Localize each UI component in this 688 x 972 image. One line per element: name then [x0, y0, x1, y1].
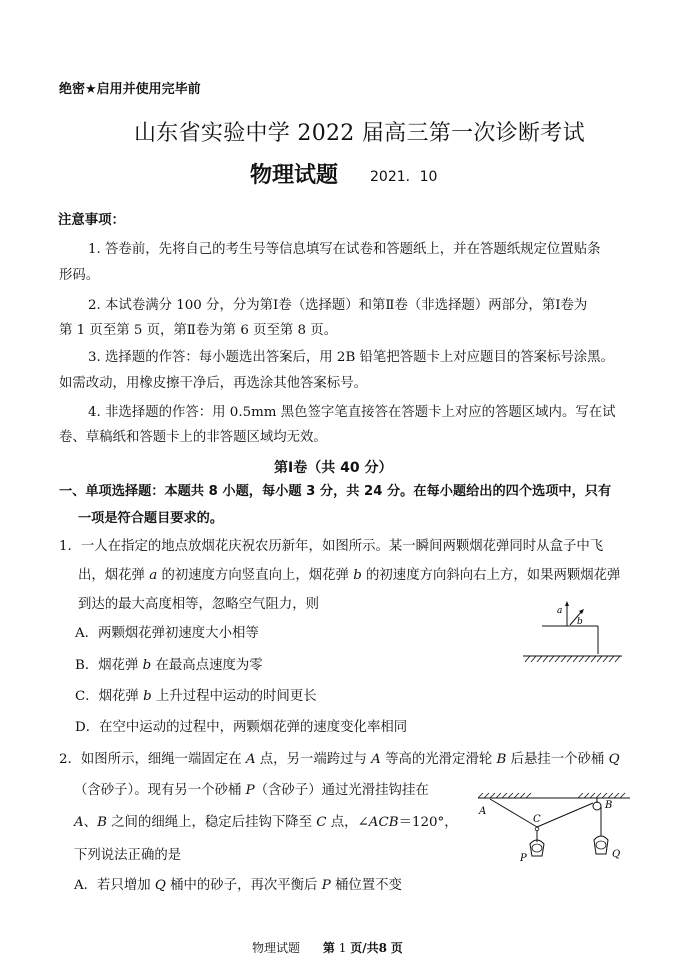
q1-option-c: [75, 689, 317, 705]
exam-date: 2021．10: [370, 169, 438, 185]
q1-option-a: A．两颗烟花弹初速度大小相等: [75, 626, 259, 641]
q2-fig-label-P: P: [520, 853, 527, 864]
q2-line-3-part-d: 之间的细绳上，稳定后挂钩下降至: [106, 815, 317, 830]
q2-line-1-part-b: 点，另一端跨过与: [255, 752, 372, 767]
q2-option-a-mid: 桶中的砂子，再次平衡后: [165, 878, 322, 893]
q2-fig-label-Q: Q: [612, 849, 621, 860]
notice-item-1-line-2: 形码。: [59, 268, 100, 283]
q1-figure: [520, 596, 630, 666]
q2-line-3: [74, 815, 458, 831]
footer-page-end: 页: [390, 941, 403, 955]
q2-line-2-part-a: （含砂子）。现有另一个砂桶: [74, 783, 246, 798]
q2-line-1-part-a: 2．如图所示，细绳一端固定在: [59, 752, 246, 767]
q1-line-2-part-c: 的初速度方向斜向右上方，如果两颗烟花弹: [361, 568, 621, 583]
q2-rope-cb: [537, 803, 593, 827]
q2-fig-label-A: A: [479, 806, 487, 817]
q2-var-B: B: [496, 752, 507, 767]
q2-var-Q: Q: [608, 752, 620, 767]
q1-fig-label-b: b: [577, 617, 583, 627]
q2-var-ACB: ACB: [368, 815, 399, 830]
q1-line-2: [78, 568, 620, 584]
q2-fig-label-C: C: [533, 814, 541, 825]
q1-option-b: [75, 658, 263, 674]
q2-line-2: [74, 783, 429, 799]
q2-line-3-part-f: ＝120°，: [398, 815, 458, 830]
notice-item-3-line-1: 3. 选择题的作答：每小题选出答案后，用 2B 铅笔把答题卡上对应题目的答案标号涂黑。: [88, 350, 614, 365]
section-title: 第Ⅰ卷（共 40 分）: [274, 460, 393, 476]
q2-var-C: C: [316, 815, 327, 830]
notice-item-1-line-1: 1. 答卷前，先将自己的考生号等信息填写在试卷和答题纸上，并在答题纸规定位置贴条: [88, 242, 601, 257]
footer-page-pre: 第: [322, 941, 335, 955]
q1-option-c-var: b: [143, 689, 152, 704]
notice-item-2-line-1: 2. 本试卷满分 100 分，分为第Ⅰ卷（选择题）和第Ⅱ卷（非选择题）两部分，第Ⅰ卷为: [88, 298, 588, 313]
q1-option-d: D．在空中运动的过程中，两颗烟花弹的速度变化率相同: [75, 720, 408, 735]
notice-item-4-line-2: 卷、草稿纸和答题卡上的非答题区域均无效。: [59, 430, 327, 445]
notice-item-2-line-2: 第 1 页至第 5 页，第Ⅱ卷为第 6 页至第 8 页。: [59, 323, 338, 338]
q1-option-b-var: b: [142, 658, 152, 673]
section-instruction-line-2: 一项是符合题目要求的。: [78, 511, 224, 526]
subject-title: 物理试题: [250, 163, 339, 188]
q2-fig-label-B: B: [605, 800, 613, 811]
notice-item-4-line-1: 4. 非选择题的作答：用 0.5mm 黑色签字笔直接答在答题卡上对应的答题区域内。写在试: [88, 405, 616, 420]
secret-label: 绝密★启用并使用完毕前: [59, 82, 201, 97]
notice-heading: 注意事项：: [58, 213, 125, 228]
q1-line-1: 1．一人在指定的地点放烟花庆祝农历新年，如图所示。某一瞬间两颗烟花弹同时从盒子中飞: [59, 539, 604, 554]
q1-option-c-pre: C．烟花弹: [75, 689, 144, 704]
q2-line-1-part-d: 后悬挂一个砂桶: [506, 752, 609, 767]
q1-option-c-post: 上升过程中运动的时间更长: [151, 689, 317, 704]
q1-var-b: b: [353, 568, 362, 583]
q1-line-3: 到达的最大高度相等，忽略空气阻力，则: [78, 597, 320, 612]
q2-option-a-var: Q: [154, 878, 166, 893]
q2-option-a-post: 桶位置不变: [330, 878, 402, 893]
q2-line-1: [59, 752, 620, 768]
q2-option-a: [74, 878, 402, 894]
q2-var-A: A: [245, 752, 256, 767]
q2-var-P: P: [245, 783, 255, 798]
q1-line-2-part-a: 出，烟花弹: [78, 568, 150, 583]
notice-item-3-line-2: 如需改动，用橡皮擦干净后，再选涂其他答案标号。: [59, 376, 367, 391]
q1-line-2-part-b: 的初速度方向竖直向上，烟花弹: [157, 568, 354, 583]
q2-pulley: [593, 802, 601, 810]
q2-line-3-sep: 、: [83, 815, 98, 830]
footer-page-num: 1: [338, 941, 347, 955]
q2-line-3-A: A: [74, 815, 84, 830]
footer-page-post: 页/共: [350, 941, 379, 955]
q2-line-1-part-c: 等高的光滑定滑轮: [380, 752, 497, 767]
q2-line-2-part-b: （含砂子）通过光滑挂钩挂在: [254, 783, 429, 798]
q2-var-A2: A: [371, 752, 381, 767]
q2-option-a-var2: P: [321, 878, 331, 893]
footer-total: 8: [378, 941, 387, 955]
q2-line-3-B: B: [97, 815, 107, 830]
q2-figure: [470, 784, 640, 876]
exam-title: 山东省实验中学 2022 届高三第一次诊断考试: [134, 121, 585, 146]
section-instruction-line-1: 一、单项选择题：本题共 8 小题，每小题 3 分，共 24 分。在每小题给出的四个选项中，只有: [59, 484, 612, 499]
q1-var-a: a: [149, 568, 158, 583]
footer-subject: 物理试题: [252, 941, 301, 955]
q1-option-b-pre: B．烟花弹: [75, 658, 143, 673]
q2-line-3-part-e: 点，∠: [326, 815, 369, 830]
q1-option-b-post: 在最高点速度为零: [151, 658, 263, 673]
page-footer: [252, 939, 403, 956]
q2-option-a-pre: A．若只增加: [74, 878, 155, 893]
q2-line-4: 下列说法正确的是: [74, 848, 182, 863]
q1-fig-label-a: a: [557, 606, 563, 616]
q2-rope-ac: [490, 799, 537, 827]
